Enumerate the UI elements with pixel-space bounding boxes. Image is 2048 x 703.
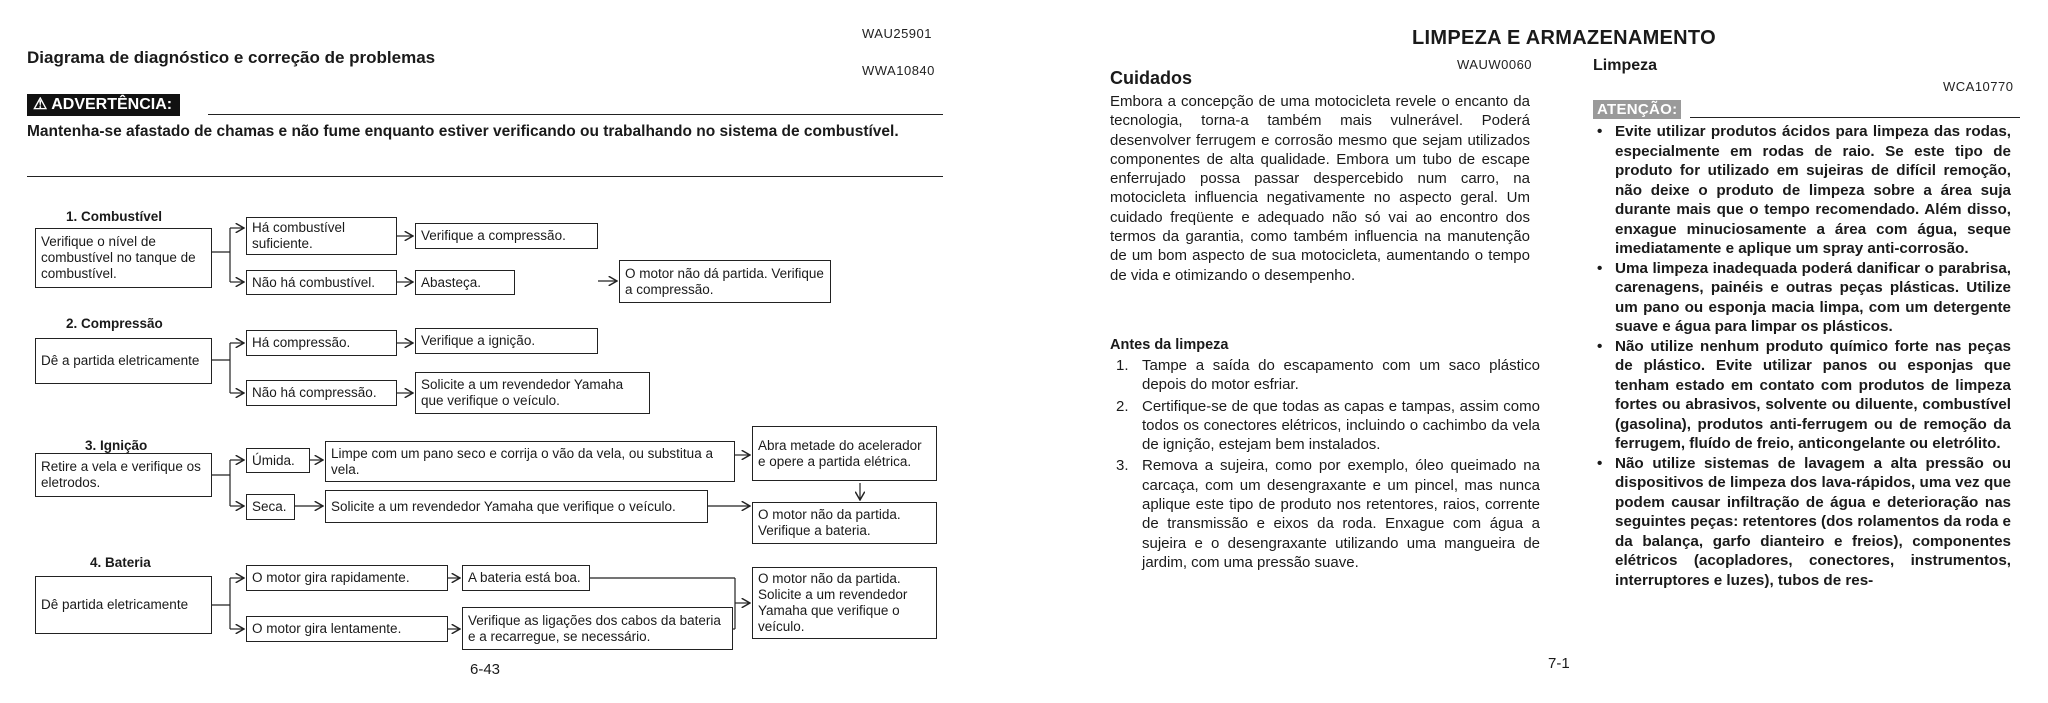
fuel-no-action-box: [415, 270, 515, 295]
cuidados-text: Embora a concepção de uma motocicleta revele o encanto da tecnologia, torna-a também mais vulnerável. Poderá desenvolver ferrugem e corrosão mesmo que sejam utilizados componentes de alta qualidade. Embora um tubo de escape enferrujado possa passar despercebido num carro, na motocicleta influencia negativamente no aspecto geral. Um cuidado freqüente e adequado não só vai ao encontro dos termos da garantia, como também influencia na manutenção de um bom aspecto de sua motocicleta, aumentando o tempo de vida e otimizando o desempenho.: [1110, 93, 1530, 284]
doc-code-top: WAU25901: [862, 26, 932, 41]
limpeza-title: Limpeza: [1593, 57, 1658, 74]
antes-title: Antes da limpeza: [1110, 337, 1229, 353]
battery-fast-box: [246, 565, 448, 591]
warning-badge: [27, 94, 180, 116]
box-text: O motor não dá partida. Verifique a compressão.: [625, 265, 824, 297]
box-text: Verifique as ligações dos cabos da bateria e a recarregue, se necessário.: [468, 612, 721, 644]
compression-yes-action-box: [415, 328, 598, 354]
step-text: Remova a sujeira, como por exemplo, óleo queimado na carcaça, com um desengraxante e um pincel, mas nunca aplique este tipo de produto nos retentores, raios, corrente de transmissão e eixos da roda. Enxague com água a sujeira e o desengraxante utilizando uma mangueira de jardim, com uma pressão suave.: [1142, 457, 1540, 571]
compression-no-box: [246, 380, 397, 406]
page-title: Diagrama de diagnóstico e correção de problemas: [27, 48, 436, 67]
list-item: [1110, 397, 1540, 455]
cuidados-title: Cuidados: [1110, 68, 1193, 88]
box-text: Há compressão.: [252, 335, 351, 350]
battery-slow-action-box: [462, 607, 733, 650]
bullet-dot: •: [1597, 259, 1603, 277]
box-text: Úmida.: [252, 452, 295, 468]
bullet-dot: •: [1597, 454, 1603, 472]
box-text: O motor gira lentamente.: [252, 621, 402, 636]
doc-code-warning: WWA10840: [862, 63, 935, 78]
bullet-text: Não utilize sistemas de lavagem a alta pressão ou dispositivos de limpeza dos lava-rápidos, uma vez que podem causar infiltração de água e deterioração nas seguintes peças: retentores (dos rolamentos da roda e da balança, garfo dianteiro e freios), componentes elétricos (acopladores, conectores, instrumentos, interruptores e luzes), tubos de res-: [1615, 454, 2011, 589]
compression-no-action-box: [415, 372, 650, 414]
box-text: Há combustível suficiente.: [252, 220, 346, 251]
box-text: Limpe com um pano seco e corrija o vão da vela, ou substitua a vela.: [331, 445, 713, 477]
fuel-no-box: [246, 270, 397, 295]
box-text: Não há compressão.: [252, 385, 377, 400]
list-item: [1593, 454, 2011, 591]
step-number: 1.: [1116, 357, 1129, 374]
section-title-compression: 2. Compressão: [66, 316, 163, 331]
step-number: 2.: [1116, 397, 1129, 415]
section-header: LIMPEZA E ARMAZENAMENTO: [1412, 27, 1716, 49]
box-text: Dê partida eletricamente: [41, 597, 189, 612]
battery-result-box: [752, 567, 937, 639]
ignition-result-box: [752, 502, 937, 544]
page-number-right: 7-1: [1548, 655, 1570, 672]
ignition-wet-action-box: [325, 441, 735, 482]
bullet-text: Não utilize nenhum produto químico forte nas peças de plástico. Evite utilizar panos ou esponjas que tenham estado em contato com produtos de limpeza fortes ou abrasivos, solvente ou diluente, combustível (gasolina), produtos anti-ferrugem ou de remoção da ferrugem, fluído de freio, anticongelante ou eletrólito.: [1615, 337, 2011, 452]
bullet-text: Uma limpeza inadequada poderá danificar o parabrisa, carenagens, painéis e outras peças plásticas. Utilize um pano ou esponja macia limpa, com um detergente suave e água para limpar os plásticos.: [1615, 259, 2011, 335]
page-number-left: 6-43: [470, 661, 501, 678]
warning-rule: [208, 114, 943, 115]
step-text: Certifique-se de que todas as capas e tampas, assim como todos os conectores elétricos, incluindo o cachimbo da vela de ignição, estejam bem instalados.: [1142, 397, 1540, 454]
box-text: O motor não da partida. Verifique a bateria.: [758, 507, 901, 538]
section-title-battery: 4. Bateria: [90, 555, 151, 570]
bullet-text: Evite utilizar produtos ácidos para limpeza das rodas, especialmente em rodas de raio. Se este tipo de produto for utilizado em sujeiras de difícil remoção, não deixe o produto de limpeza sobre a área suja durante mais que o tempo recomendado. Além disso, enxague minuciosamente a área com água, seque imediatamente e aplique um spray anti-corrosão.: [1615, 123, 2011, 257]
limpeza-bullets: [1593, 122, 2011, 590]
warning-text: Mantenha-se afastado de chamas e não fume enquanto estiver verificando ou trabalhando no sistema de combustível.: [27, 123, 899, 140]
warning-bottom-rule: [27, 176, 943, 177]
limpeza-code: WCA10770: [1943, 79, 2014, 94]
battery-fast-action-box: [462, 565, 590, 591]
list-item: [1110, 356, 1540, 395]
section-title-fuel: 1. Combustível: [66, 209, 163, 224]
list-item: [1593, 259, 2011, 337]
fuel-result-box: [619, 260, 831, 303]
cuidados-code: WAUW0060: [1457, 57, 1533, 72]
box-text: O motor gira rapidamente.: [252, 570, 410, 585]
box-text: A bateria está boa.: [468, 570, 581, 585]
battery-slow-box: [246, 616, 448, 642]
ignition-dry-action-box: [325, 490, 708, 523]
bullet-dot: •: [1597, 123, 1603, 140]
box-text: Retire a vela e verifique os eletrodos.: [41, 459, 201, 490]
ignition-wet-result-box: [752, 426, 937, 481]
box-text: Seca.: [252, 499, 287, 514]
step-text: Tampe a saída do escapamento com um saco plástico depois do motor esfriar.: [1142, 357, 1540, 394]
box-text: Dê a partida eletricamente: [41, 353, 200, 368]
antes-steps: [1110, 356, 1540, 574]
fuel-yes-box: [246, 217, 397, 255]
box-text: Verifique o nível de combustível no tanque de combustível.: [41, 234, 196, 281]
box-text: O motor não da partida. Solicite a um revendedor Yamaha que verifique o veículo.: [758, 571, 908, 634]
compression-start-box: [35, 338, 212, 384]
atencao-badge: ATENÇÃO:: [1593, 100, 1681, 119]
box-text: Verifique a ignição.: [421, 333, 536, 348]
list-item: [1110, 456, 1540, 572]
list-item: [1593, 337, 2011, 454]
ignition-dry-box: [246, 494, 295, 520]
warning-triangle-icon: ⚠: [33, 96, 48, 113]
warning-label: ADVERTÊNCIA:: [51, 96, 173, 113]
compression-yes-box: [246, 330, 397, 356]
ignition-wet-box: [246, 448, 310, 473]
list-item: [1593, 122, 2011, 259]
ignition-start-box: [35, 453, 212, 497]
box-text: Verifique a compressão.: [421, 228, 566, 243]
fuel-check-box: [35, 228, 212, 288]
box-text: Abra metade do acelerador e opere a partida elétrica.: [758, 437, 922, 469]
fuel-yes-action-box: [415, 223, 598, 249]
atencao-rule: [1690, 117, 2020, 118]
step-number: 3.: [1116, 457, 1129, 475]
bullet-dot: •: [1597, 337, 1603, 355]
battery-start-box: [35, 576, 212, 634]
box-text: Abasteça.: [421, 274, 482, 290]
section-title-ignition: 3. Ignição: [85, 438, 148, 453]
box-text: Não há combustível.: [252, 274, 376, 290]
box-text: Solicite a um revendedor Yamaha que verifique o veículo.: [421, 377, 624, 408]
box-text: Solicite a um revendedor Yamaha que verifique o veículo.: [331, 498, 676, 514]
